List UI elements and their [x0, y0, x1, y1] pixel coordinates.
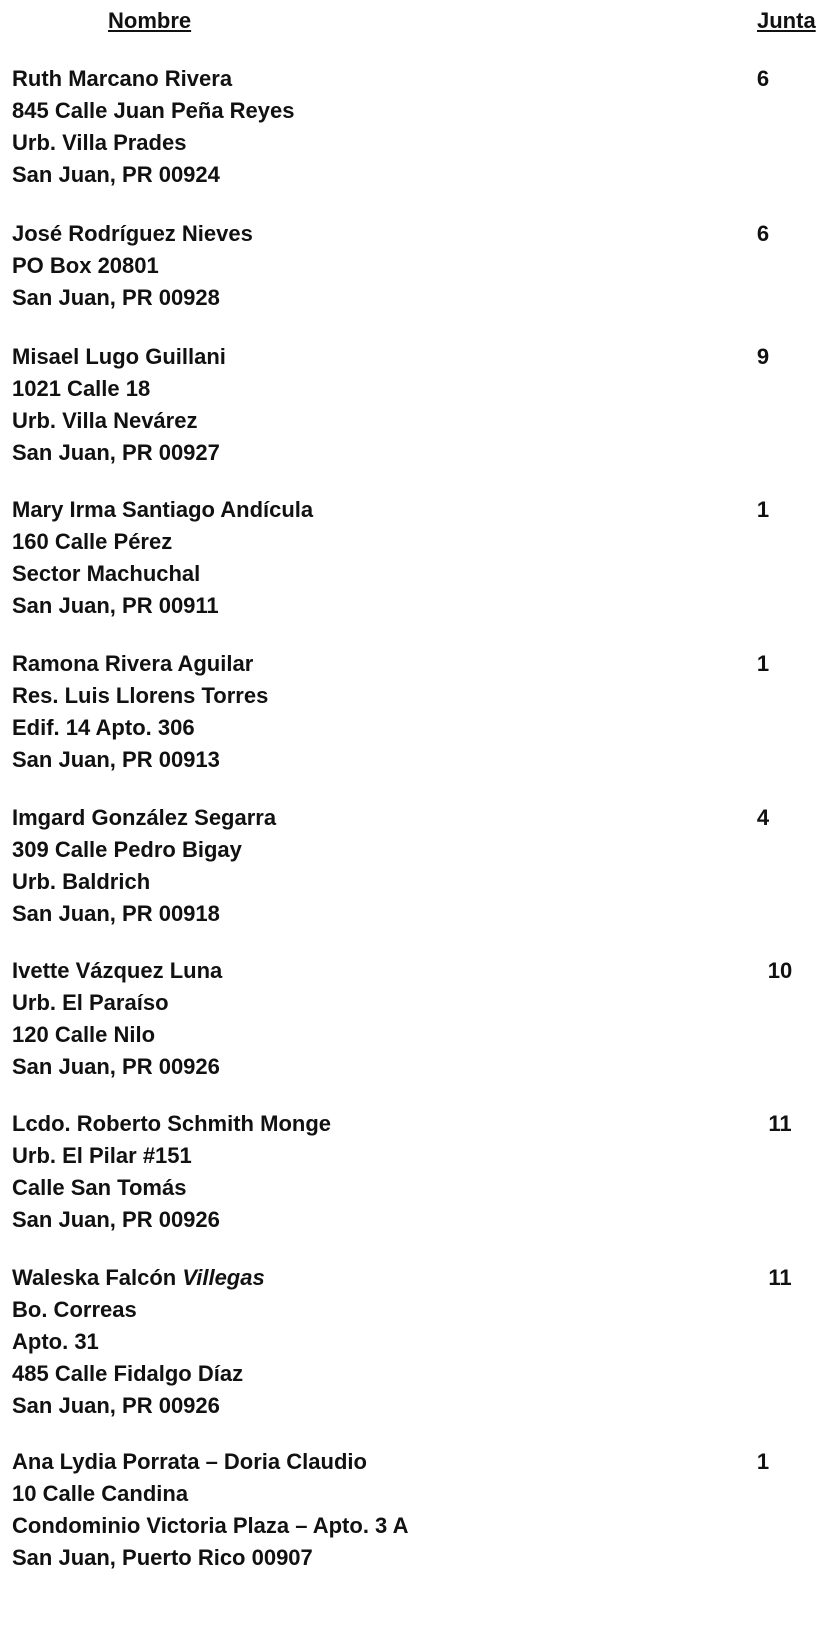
address-line: Bo. Correas	[12, 1297, 137, 1322]
junta-number: 6	[756, 66, 770, 91]
junta-number: 1	[756, 1449, 770, 1474]
junta-number: 11	[768, 1265, 792, 1290]
junta-number: 6	[756, 221, 770, 246]
address-line: Apto. 31	[12, 1329, 99, 1354]
list-item	[12, 494, 824, 622]
address-line: San Juan, PR 00926	[12, 1054, 220, 1079]
address-line: Urb. Villa Nevárez	[12, 408, 198, 433]
address-line: 160 Calle Pérez	[12, 529, 173, 554]
address-line: San Juan, PR 00926	[12, 1207, 220, 1232]
address-line: Res. Luis Llorens Torres	[12, 683, 269, 708]
list-item	[12, 1108, 824, 1236]
entry-name: José Rodríguez Nieves	[12, 221, 253, 246]
address-line: 1021 Calle 18	[12, 376, 151, 401]
list-item	[12, 802, 824, 930]
address-line: 10 Calle Candina	[12, 1481, 189, 1506]
address-line: Condominio Victoria Plaza – Apto. 3 A	[12, 1513, 409, 1538]
entry-name-part-italic: Villegas	[182, 1265, 265, 1290]
column-header-junta: Junta	[757, 8, 816, 33]
address-line: San Juan, Puerto Rico 00907	[12, 1545, 313, 1570]
junta-number: 4	[756, 805, 770, 830]
junta-number: 10	[767, 958, 793, 983]
address-line: 485 Calle Fidalgo Díaz	[12, 1361, 244, 1386]
address-line: Sector Machuchal	[12, 561, 201, 586]
address-line: San Juan, PR 00927	[12, 440, 220, 465]
address-line: Urb. El Pilar #151	[12, 1143, 192, 1168]
address-line: Urb. Baldrich	[12, 869, 151, 894]
list-item	[12, 341, 824, 469]
entry-name: Mary Irma Santiago Andícula	[12, 497, 314, 522]
address-line: San Juan, PR 00918	[12, 901, 220, 926]
list-item	[12, 648, 824, 776]
address-line: San Juan, PR 00928	[12, 285, 220, 310]
entry-name: Ramona Rivera Aguilar	[12, 651, 254, 676]
entry-name-part: Waleska Falcón	[12, 1265, 183, 1290]
address-line: San Juan, PR 00913	[12, 747, 220, 772]
entry-name: Misael Lugo Guillani	[12, 344, 226, 369]
entry-name: Imgard González Segarra	[12, 805, 277, 830]
address-line: San Juan, PR 00924	[12, 162, 220, 187]
address-line: San Juan, PR 00911	[12, 593, 219, 618]
list-item	[12, 1446, 824, 1574]
table-header	[0, 8, 832, 38]
address-line: 845 Calle Juan Peña Reyes	[12, 98, 295, 123]
column-header-nombre: Nombre	[108, 8, 192, 33]
address-line: 120 Calle Nilo	[12, 1022, 156, 1047]
address-line: 309 Calle Pedro Bigay	[12, 837, 242, 862]
entry-name: Ana Lydia Porrata – Doria Claudio	[12, 1449, 367, 1474]
list-item	[12, 63, 824, 191]
address-line: PO Box 20801	[12, 253, 159, 278]
address-line: Urb. El Paraíso	[12, 990, 169, 1015]
address-line: Calle San Tomás	[12, 1175, 187, 1200]
list-item	[12, 218, 824, 314]
list-item	[12, 1262, 824, 1422]
list-item	[12, 955, 824, 1083]
address-line: San Juan, PR 00926	[12, 1393, 220, 1418]
junta-number: 11	[768, 1111, 792, 1136]
junta-number: 1	[756, 651, 770, 676]
address-line: Urb. Villa Prades	[12, 130, 187, 155]
entry-name: Lcdo. Roberto Schmith Monge	[12, 1111, 331, 1136]
entry-name: Ruth Marcano Rivera	[12, 66, 233, 91]
entry-name: Ivette Vázquez Luna	[12, 958, 223, 983]
address-line: Edif. 14 Apto. 306	[12, 715, 195, 740]
entry-name	[12, 1262, 824, 1294]
junta-number: 9	[756, 344, 770, 369]
junta-number: 1	[756, 497, 770, 522]
